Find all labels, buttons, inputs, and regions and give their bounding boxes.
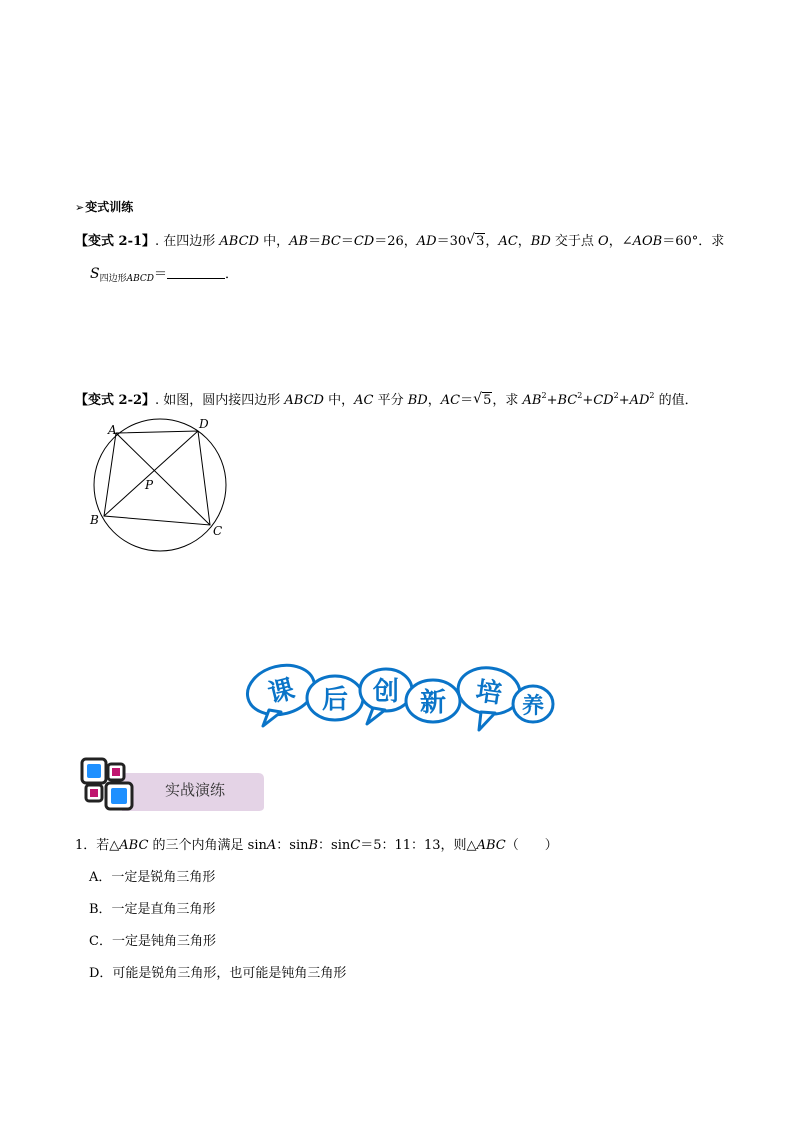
diagonal-bd: [104, 431, 198, 516]
banner-char-5: 培: [473, 676, 504, 710]
banner-char-2: 后: [321, 685, 349, 715]
exercise-2-1-line2: [90, 263, 238, 284]
text: ：sin: [276, 838, 309, 853]
option-b[interactable]: B．一定是直角三角形: [89, 902, 216, 917]
diagonal-ac: [116, 433, 210, 525]
var: AB: [289, 234, 309, 249]
after-class-innovation-banner: [245, 660, 555, 740]
text: . 在四边形: [155, 234, 220, 249]
exponent: 2: [649, 391, 655, 400]
text: ，: [485, 234, 499, 249]
text: ，求: [492, 393, 523, 408]
banner-char-4: 新: [419, 688, 447, 718]
text: 交于点: [550, 234, 599, 249]
text: +: [546, 393, 558, 408]
banner-char-6: 养: [521, 694, 545, 719]
var: AOB: [632, 234, 663, 249]
var: ABC: [119, 838, 149, 853]
radical-sign: √: [466, 232, 476, 248]
banner-char-1: 课: [265, 674, 298, 710]
text: ，: [517, 234, 531, 249]
var: ABC: [476, 838, 506, 853]
exercise-2-2-tag: 【变式 2-2】: [75, 393, 156, 408]
var: CD: [353, 234, 375, 249]
text: ＝60°．求: [662, 234, 725, 249]
sqrt-3: [466, 234, 485, 249]
exponent: 2: [613, 391, 619, 400]
var: B: [308, 838, 319, 853]
text: 的值．: [654, 393, 698, 408]
arrow-bullet-icon: ➢: [75, 201, 85, 214]
circumcircle: [94, 419, 226, 551]
quadrilateral-abcd: [104, 431, 210, 525]
var: A: [266, 838, 277, 853]
var: BC: [557, 393, 578, 408]
sqrt-5: [473, 393, 492, 408]
var: AD: [416, 234, 437, 249]
text: +: [582, 393, 594, 408]
var: AB: [522, 393, 542, 408]
radical-sign: √: [473, 391, 483, 407]
section-heading: [75, 198, 133, 215]
text: ＝: [460, 393, 474, 408]
text: . 如图，圆内接四边形: [155, 393, 285, 408]
answer-blank[interactable]: [167, 267, 225, 279]
text: ＝: [340, 234, 354, 249]
label-b: B: [90, 513, 99, 527]
text: ＝: [154, 267, 168, 282]
area-subscript-var: ABCD: [126, 274, 154, 284]
radicand: 3: [476, 234, 485, 249]
text: 的三个内角满足 sin: [148, 838, 267, 853]
text: ＝26，: [374, 234, 417, 249]
text: ＝5：11：13，则△: [360, 838, 477, 853]
option-c[interactable]: C．一定是钝角三角形: [89, 934, 216, 949]
exercise-2-1-tag: 【变式 2-1】: [75, 234, 156, 249]
var: ABCD: [284, 393, 324, 408]
var: C: [350, 838, 361, 853]
text: ：sin: [318, 838, 351, 853]
area-symbol: S: [90, 266, 100, 282]
text: ＝: [308, 234, 322, 249]
text: +: [618, 393, 630, 408]
label-p: P: [145, 478, 154, 492]
var: AC: [498, 234, 518, 249]
text: 中，: [258, 234, 290, 249]
text: ．: [225, 267, 239, 282]
var: BD: [530, 234, 551, 249]
area-subscript: 四边形: [99, 274, 127, 284]
var: AC: [354, 393, 374, 408]
question-1-stem: [75, 834, 558, 853]
label-c: C: [213, 524, 223, 538]
exercise-2-2-line: [75, 389, 698, 408]
text: 1．若△: [75, 838, 120, 853]
exercise-2-1-line1: [75, 230, 724, 249]
text: ，: [427, 393, 441, 408]
var: O: [598, 234, 609, 249]
option-d[interactable]: D．可能是锐角三角形，也可能是钝角三角形: [89, 966, 347, 981]
label-d: D: [199, 417, 209, 431]
banner-char-3: 创: [372, 677, 400, 707]
label-a: A: [108, 423, 117, 437]
section-title: 变式训练: [85, 200, 134, 214]
practice-tag-label: 实战演练: [165, 781, 226, 799]
option-a[interactable]: A．一定是锐角三角形: [89, 870, 216, 885]
radicand: 5: [483, 393, 492, 408]
var: CD: [593, 393, 614, 408]
text: 中，: [323, 393, 355, 408]
text: （ ）: [505, 838, 558, 853]
text: 平分: [373, 393, 408, 408]
var: AD: [629, 393, 650, 408]
exponent: 2: [541, 391, 547, 400]
text: ，∠: [608, 234, 633, 249]
text: ＝30: [436, 234, 467, 249]
cyclic-quadrilateral-figure: [82, 412, 242, 562]
var: ABCD: [219, 234, 259, 249]
exponent: 2: [577, 391, 583, 400]
var: BD: [407, 393, 428, 408]
var: BC: [321, 234, 341, 249]
var: AC: [440, 393, 461, 408]
practice-squares-icon: [82, 759, 132, 809]
